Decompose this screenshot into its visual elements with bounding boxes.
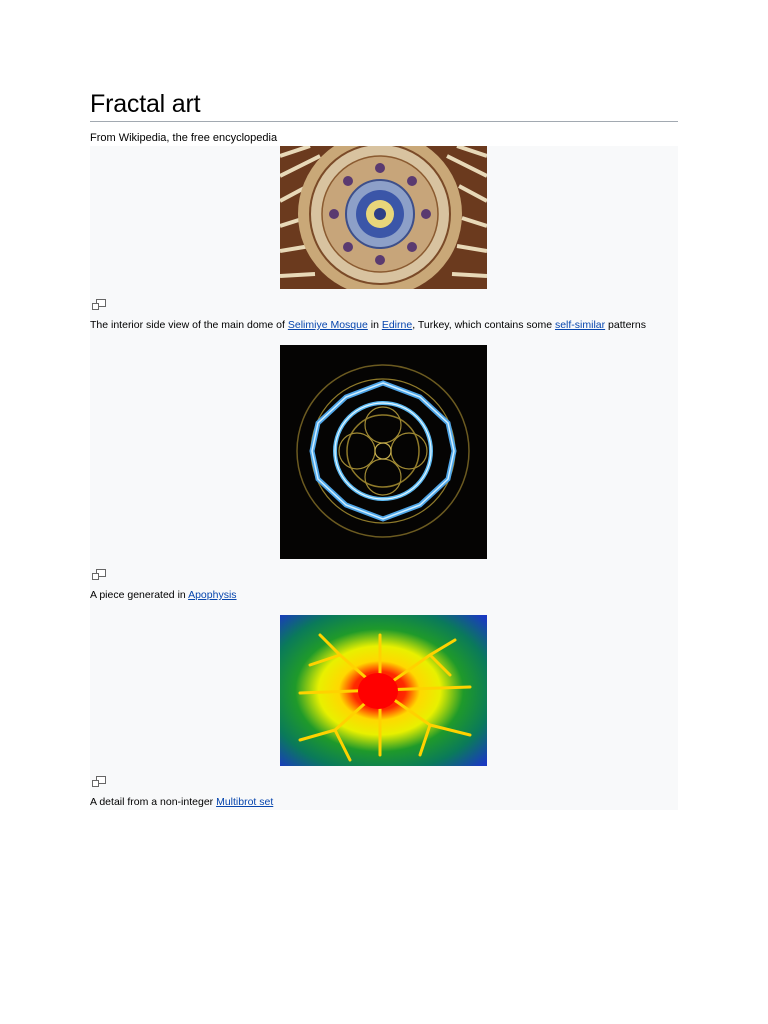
link-apophysis[interactable]: Apophysis bbox=[188, 589, 237, 601]
enlarge-icon[interactable] bbox=[92, 774, 106, 785]
link-edirne[interactable]: Edirne bbox=[381, 319, 413, 331]
image-gallery bbox=[90, 146, 678, 810]
page-title: Fractal art bbox=[90, 90, 201, 118]
mosque-dome-image[interactable] bbox=[280, 146, 487, 289]
title-divider bbox=[90, 121, 678, 122]
link-selimiye-mosque[interactable]: Selimiye Mosque bbox=[287, 319, 368, 331]
figure-caption-1: The interior side view of the main dome of Selimiye Mosque in Edirne, Turkey, which contains some self-similar patterns bbox=[90, 319, 646, 331]
link-self-similar[interactable]: self-similar bbox=[554, 319, 606, 331]
figure-caption-2: A piece generated in Apophysis bbox=[90, 589, 237, 601]
enlarge-icon[interactable] bbox=[92, 567, 106, 578]
link-multibrot-set[interactable]: Multibrot set bbox=[216, 796, 274, 808]
multibrot-image[interactable] bbox=[280, 615, 487, 766]
site-tagline: From Wikipedia, the free encyclopedia bbox=[90, 132, 278, 144]
figure-caption-3: A detail from a non-integer Multibrot set bbox=[90, 796, 274, 808]
apophysis-fractal-image[interactable] bbox=[280, 345, 487, 559]
enlarge-icon[interactable] bbox=[92, 297, 106, 308]
